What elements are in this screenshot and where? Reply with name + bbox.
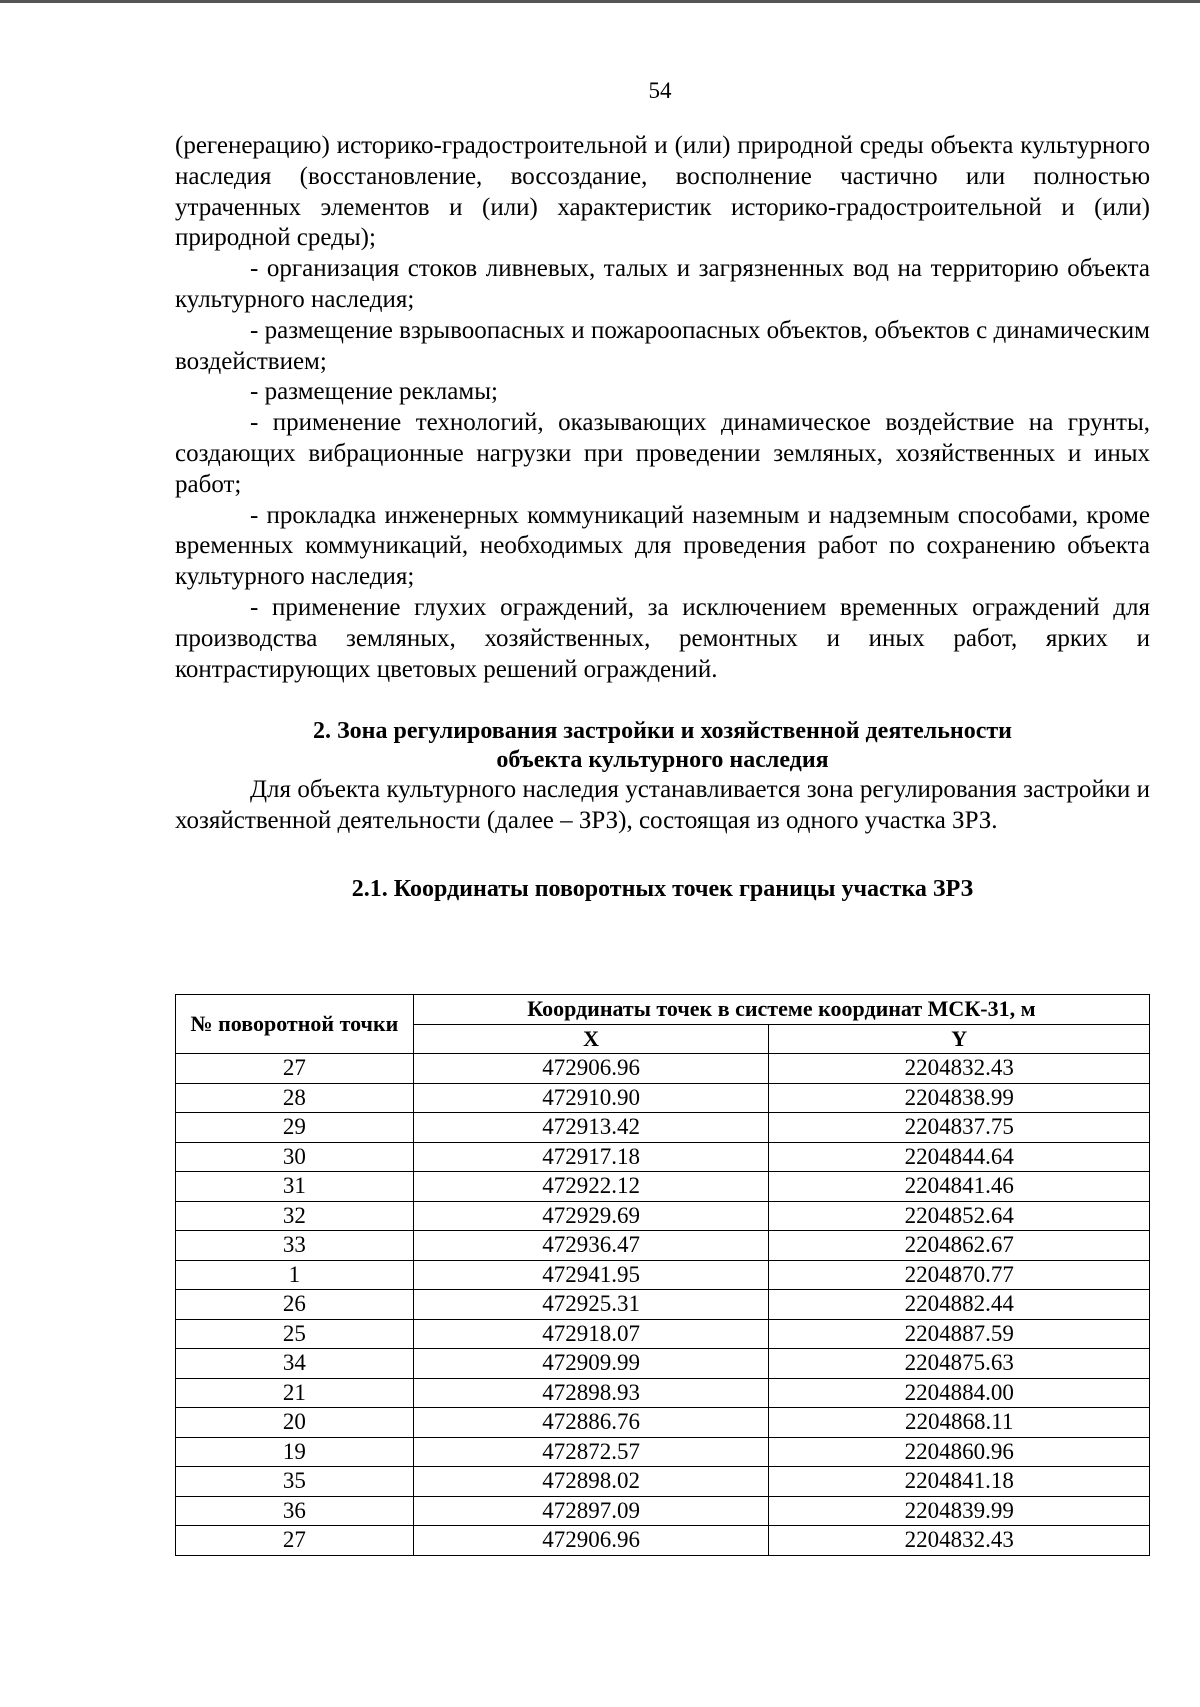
subsection-heading: 2.1. Координаты поворотных точек границы участка ЗРЗ bbox=[351, 875, 974, 902]
table-body bbox=[176, 1054, 1150, 1556]
x-coordinate-cell: 472886.76 bbox=[413, 1408, 769, 1438]
point-number-cell: 19 bbox=[176, 1437, 414, 1467]
x-coordinate-cell: 472925.31 bbox=[413, 1290, 769, 1320]
list-item: - прокладка инженерных коммуникаций наземным и надземным способами, кроме временных коммуникаций, необходимых для проведения работ по сохранению объекта культурного наследия; bbox=[175, 501, 1150, 591]
x-coordinate-cell: 472922.12 bbox=[413, 1172, 769, 1202]
y-coordinate-cell: 2204837.75 bbox=[769, 1113, 1150, 1143]
point-number-cell: 33 bbox=[176, 1231, 414, 1261]
x-coordinate-cell: 472941.95 bbox=[413, 1260, 769, 1290]
y-coordinate-cell: 2204882.44 bbox=[769, 1290, 1150, 1320]
y-coordinate-cell: 2204884.00 bbox=[769, 1378, 1150, 1408]
list-item: - размещение рекламы; bbox=[250, 378, 498, 406]
y-coordinate-cell: 2204852.64 bbox=[769, 1201, 1150, 1231]
y-coordinate-cell: 2204887.59 bbox=[769, 1319, 1150, 1349]
list-item: - применение технологий, оказывающих динамическое воздействие на грунты, создающих вибрационные нагрузки при проведении земляных, хозяйственных и иных работ; bbox=[175, 409, 1150, 498]
document-body bbox=[175, 131, 1150, 904]
x-coordinate-cell: 472906.96 bbox=[413, 1526, 769, 1556]
header-coordinates: Координаты точек в системе координат МСК-31, м bbox=[413, 995, 1149, 1025]
list-item: - применение глухих ограждений, за исключением временных ограждений для производства земляных, хозяйственных, ремонтных и иных работ, ярких и контрастирующих цветовых решений ограждений. bbox=[175, 593, 1150, 683]
section-heading-line: 2. Зона регулирования застройки и хозяйственной деятельности bbox=[312, 718, 1013, 745]
y-coordinate-cell: 2204841.18 bbox=[769, 1467, 1150, 1497]
header-x: X bbox=[413, 1024, 769, 1054]
point-number-cell: 36 bbox=[176, 1496, 414, 1526]
y-coordinate-cell: 2204839.99 bbox=[769, 1496, 1150, 1526]
point-number-cell: 27 bbox=[176, 1526, 414, 1556]
header-y: Y bbox=[769, 1024, 1150, 1054]
y-coordinate-cell: 2204862.67 bbox=[769, 1231, 1150, 1261]
table-row bbox=[176, 1260, 1150, 1290]
y-coordinate-cell: 2204860.96 bbox=[769, 1437, 1150, 1467]
table-row bbox=[176, 1378, 1150, 1408]
y-coordinate-cell: 2204838.99 bbox=[769, 1083, 1150, 1113]
point-number-cell: 35 bbox=[176, 1467, 414, 1497]
x-coordinate-cell: 472910.90 bbox=[413, 1083, 769, 1113]
x-coordinate-cell: 472917.18 bbox=[413, 1142, 769, 1172]
x-coordinate-cell: 472909.99 bbox=[413, 1349, 769, 1379]
x-coordinate-cell: 472906.96 bbox=[413, 1054, 769, 1084]
y-coordinate-cell: 2204832.43 bbox=[769, 1526, 1150, 1556]
point-number-cell: 29 bbox=[176, 1113, 414, 1143]
y-coordinate-cell: 2204832.43 bbox=[769, 1054, 1150, 1084]
table-row bbox=[176, 1496, 1150, 1526]
point-number-cell: 1 bbox=[176, 1260, 414, 1290]
point-number-cell: 25 bbox=[176, 1319, 414, 1349]
table-row bbox=[176, 1526, 1150, 1556]
header-point-number: № поворотной точки bbox=[176, 995, 414, 1054]
table-row bbox=[176, 1290, 1150, 1320]
table-row bbox=[176, 1437, 1150, 1467]
point-number-cell: 27 bbox=[176, 1054, 414, 1084]
list-item: - организация стоков ливневых, талых и загрязненных вод на территорию объекта культурного наследия; bbox=[175, 255, 1150, 313]
table-row bbox=[176, 1113, 1150, 1143]
table-row bbox=[176, 1054, 1150, 1084]
section-heading-line: объекта культурного наследия bbox=[496, 747, 829, 774]
y-coordinate-cell: 2204868.11 bbox=[769, 1408, 1150, 1438]
x-coordinate-cell: 472872.57 bbox=[413, 1437, 769, 1467]
table-row bbox=[176, 1349, 1150, 1379]
table-row bbox=[176, 1319, 1150, 1349]
table-row bbox=[176, 1408, 1150, 1438]
section-intro: Для объекта культурного наследия устанавливается зона регулирования застройки и хозяйственной деятельности (далее – ЗРЗ), состоящая из одного участка ЗРЗ. bbox=[175, 776, 1150, 835]
page-number: 54 bbox=[648, 78, 672, 103]
y-coordinate-cell: 2204875.63 bbox=[769, 1349, 1150, 1379]
table-row bbox=[176, 1083, 1150, 1113]
point-number-cell: 30 bbox=[176, 1142, 414, 1172]
point-number-cell: 31 bbox=[176, 1172, 414, 1202]
y-coordinate-cell: 2204844.64 bbox=[769, 1142, 1150, 1172]
x-coordinate-cell: 472918.07 bbox=[413, 1319, 769, 1349]
table-row bbox=[176, 1231, 1150, 1261]
section-heading bbox=[175, 717, 1150, 775]
point-number-cell: 20 bbox=[176, 1408, 414, 1438]
list-item: - размещение взрывоопасных и пожароопасных объектов, объектов с динамическим воздействием; bbox=[175, 316, 1150, 375]
point-number-cell: 21 bbox=[176, 1378, 414, 1408]
table-row bbox=[176, 1172, 1150, 1202]
point-number-cell: 26 bbox=[176, 1290, 414, 1320]
point-number-cell: 34 bbox=[176, 1349, 414, 1379]
x-coordinate-cell: 472898.02 bbox=[413, 1467, 769, 1497]
table-row bbox=[176, 1201, 1150, 1231]
paragraph-continuation: (регенерацию) историко-градостроительной и (или) природной среды объекта культурного наследия (восстановление, воссоздание, восполнение частично или полностью утраченных элементов и (или) характеристик историко-градостроительной и (или) природной среды); bbox=[175, 132, 1150, 252]
x-coordinate-cell: 472898.93 bbox=[413, 1378, 769, 1408]
point-number-cell: 28 bbox=[176, 1083, 414, 1113]
x-coordinate-cell: 472897.09 bbox=[413, 1496, 769, 1526]
table-row bbox=[176, 1142, 1150, 1172]
y-coordinate-cell: 2204841.46 bbox=[769, 1172, 1150, 1202]
x-coordinate-cell: 472929.69 bbox=[413, 1201, 769, 1231]
coordinates-table bbox=[175, 994, 1150, 1556]
y-coordinate-cell: 2204870.77 bbox=[769, 1260, 1150, 1290]
scan-top-edge bbox=[0, 0, 1200, 3]
x-coordinate-cell: 472913.42 bbox=[413, 1113, 769, 1143]
point-number-cell: 32 bbox=[176, 1201, 414, 1231]
x-coordinate-cell: 472936.47 bbox=[413, 1231, 769, 1261]
table-row bbox=[176, 1467, 1150, 1497]
